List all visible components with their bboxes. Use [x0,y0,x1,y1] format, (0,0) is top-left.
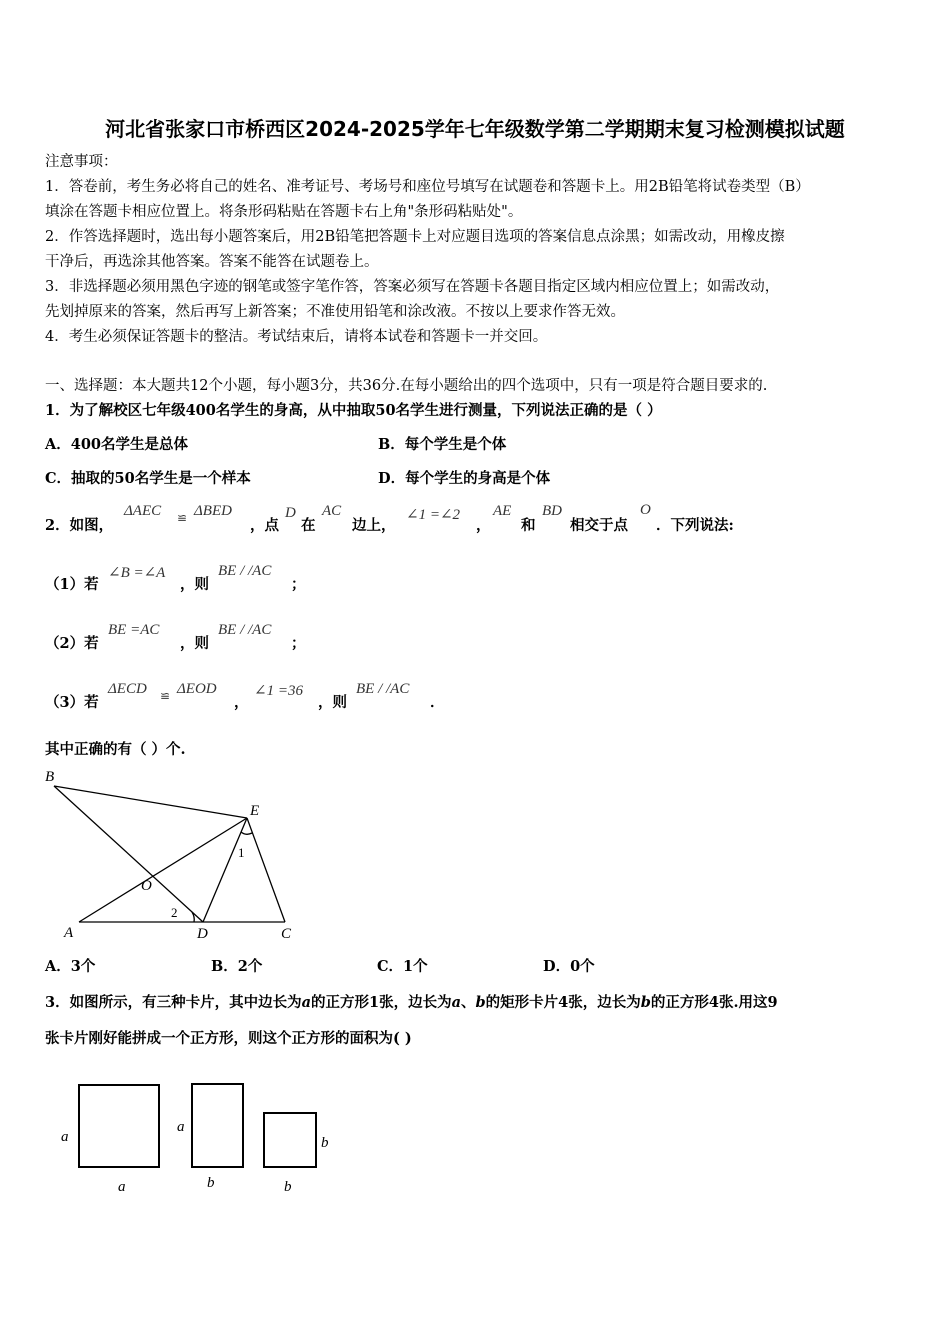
q3-var-a: a [301,994,311,1011]
q2-statement-1-label: （1）若 [45,576,99,593]
q2-text: 相交于点 [570,517,628,534]
q2-text: 在 [301,517,316,534]
q2-text: 边上， [352,517,396,534]
q2-option-d: D．0个 [543,958,595,975]
label-c: C [281,926,292,942]
q2-math-point-d: D [285,505,296,521]
q2-statement-2-conclusion: BE / /AC [218,622,272,638]
q3-stem-line-1: 3．如图所示，有三种卡片，其中边长为a的正方形1张，边长为a、b的矩形卡片4张，边长为b的正方形4张.用这9 [45,994,778,1011]
q1-option-d: D．每个学生的身高是个体 [378,470,551,487]
q2-math-triangle-eod: ΔEOD [177,681,217,697]
segment-ec [247,818,285,922]
q2-statement-2-condition: BE =AC [108,622,160,638]
label-o: O [141,878,152,894]
q2-intro: 2．如图， [45,517,114,534]
notice-line: 3．非选择题必须用黑色字迹的钢笔或签字笔作答，答案必须写在答题卡各题目指定区域内相应位置上；如需改动， [45,279,780,295]
q2-text: 和 [521,517,536,534]
q2-congruent-symbol: ≌ [160,689,171,703]
q2-math-triangle-ecd: ΔECD [108,681,147,697]
notice-line: 2．作答选择题时，选出每小题答案后，用2B铅笔把答题卡上对应题目选项的答案信息点涂黑；如需改动，用橡皮擦 [45,229,785,245]
q1-option-a: A．400名学生是总体 [45,436,189,453]
notice-line: 干净后，再选涂其他答案。答案不能答在试题卷上。 [45,254,379,270]
q1-option-c: C．抽取的50名学生是一个样本 [45,470,251,487]
q2-text: ，则 [180,576,209,593]
square-card-b [264,1113,316,1167]
q2-math-triangle-bed: ΔBED [194,503,232,519]
q2-statement-1-conclusion: BE / /AC [218,563,272,579]
q2-math-side-ac: AC [322,503,342,519]
label-square-b-bottom: b [284,1179,292,1195]
q2-text: ； [291,635,306,652]
q2-congruent-symbol: ≌ [177,511,188,525]
q2-text: ； [291,576,306,593]
q2-statement-3-conclusion: BE / /AC [356,681,410,697]
q1-stem: 1．为了解校区七年级400名学生的身高，从中抽取50名学生进行测量，下列说法正确的是（ ） [45,402,662,419]
label-square-a-bottom: a [118,1179,126,1195]
q2-math-angle-equal: ∠1 =∠2 [406,507,461,523]
q2-math-side-ae: AE [493,503,512,519]
label-e: E [250,803,260,819]
label-b: B [45,769,55,785]
q2-text: ， [234,694,249,711]
rectangle-card-ab [192,1084,243,1167]
q2-question: 其中正确的有（ ）个. [45,741,186,758]
q2-option-a: A．3个 [45,958,96,975]
section-heading: 一、选择题：本大题共12个小题，每小题3分，共36分.在每小题给出的四个选项中，只有一项是符合题目要求的. [45,378,768,394]
notice-line: 1．答卷前，考生务必将自己的姓名、准考证号、考场号和座位号填写在试题卷和答题卡上。用2B铅笔将试卷类型（B） [45,179,810,195]
label-2: 2 [171,905,178,920]
q2-math-triangle-aec: ΔAEC [124,503,162,519]
q2-statement-3-label: （3）若 [45,694,99,711]
label-1: 1 [238,845,245,860]
q3-stem-line-2: 张卡片刚好能拼成一个正方形，则这个正方形的面积为( ) [45,1030,412,1047]
q2-statement-1-condition: ∠B =∠A [108,565,166,581]
q2-text: ． [430,694,445,711]
q2-statement-2-label: （2）若 [45,635,99,652]
q2-option-b: B．2个 [211,958,263,975]
q2-geometry-figure [40,765,310,945]
label-d: D [197,926,208,942]
segment-ed [203,818,247,922]
notice-heading: 注意事项： [45,154,118,170]
q2-text: ，则 [318,694,347,711]
notice-line: 4．考生必须保证答题卡的整洁。考试结束后，请将本试卷和答题卡一并交回。 [45,329,548,345]
label-rect-bottom: b [207,1175,215,1191]
label-square-a-side: a [61,1129,69,1145]
q2-text: ，则 [180,635,209,652]
q2-text: ．下列说法: [656,517,734,534]
q2-text: ，点 [250,517,279,534]
q2-text: ， [476,517,491,534]
q2-option-c: C．1个 [377,958,428,975]
notice-line: 填涂在答题卡相应位置上。将条形码粘贴在答题卡右上角"条形码粘贴处"。 [45,204,523,220]
q2-math-angle-36: ∠1 =36 [254,683,303,699]
q3-var-b: b [640,994,651,1011]
label-square-b-side: b [321,1135,329,1151]
label-a: A [64,925,74,941]
notice-line: 先划掉原来的答案，然后再写上新答案；不准使用铅笔和涂改液。不按以上要求作答无效。 [45,304,625,320]
q2-math-side-bd: BD [542,503,562,519]
angle-1-arc [241,832,252,834]
q3-var-b: b [475,994,486,1011]
q3-var-a: a [451,994,461,1011]
page-title: 河北省张家口市桥西区2024-2025学年七年级数学第二学期期末复习检测模拟试题 [105,117,845,141]
segment-ae [79,818,247,922]
label-rect-side: a [177,1119,185,1135]
q2-math-point-o: O [640,502,651,518]
square-card-a [79,1085,159,1167]
q1-option-b: B．每个学生是个体 [378,436,507,453]
q3-cards-figure [55,1075,355,1205]
